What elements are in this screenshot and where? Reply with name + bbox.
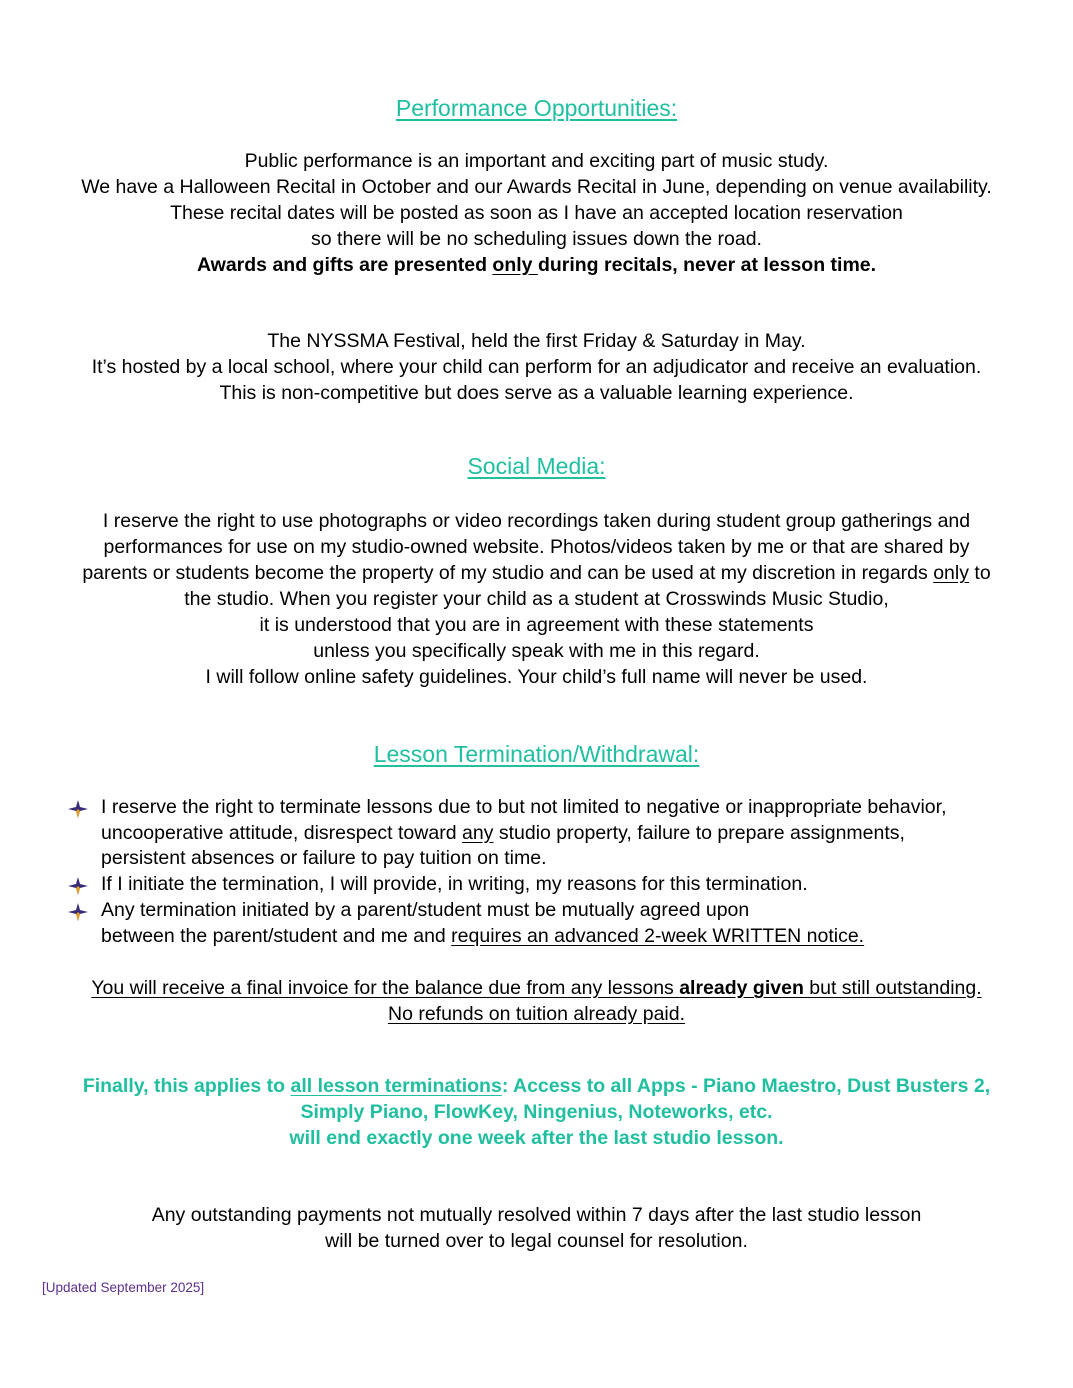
nyssma-paragraph bbox=[20, 328, 1053, 406]
social-text: parents or students become the property of my studio and can be used at my discretion in regards bbox=[82, 562, 934, 584]
performance-line: These recital dates will be posted as soon as I have an accepted location reservation bbox=[170, 202, 903, 224]
bullet-text-part: between the parent/student and me and bbox=[101, 924, 452, 947]
performance-paragraph bbox=[20, 148, 1053, 278]
apps-text: Finally, this applies to bbox=[82, 1075, 291, 1097]
performance-line: We have a Halloween Recital in October and our Awards Recital in June, depending on venue availability. bbox=[81, 176, 992, 198]
list-item bbox=[68, 898, 1048, 949]
bullet-text: I reserve the right to terminate lessons due to but not limited to negative or inappropriate behavior, bbox=[101, 796, 947, 818]
apps-line: Simply Piano, FlowKey, Ningenius, Noteworks, etc. bbox=[300, 1101, 773, 1123]
social-line bbox=[20, 560, 1053, 586]
termination-heading: Lesson Termination/Withdrawal: bbox=[373, 741, 700, 767]
four-point-star-bullet-icon bbox=[68, 800, 88, 818]
apps-line: will end exactly one week after the last studio lesson. bbox=[289, 1127, 784, 1149]
social-line: I reserve the right to use photographs or video recordings taken during student group gatherings and bbox=[102, 510, 971, 532]
apps-access-paragraph bbox=[20, 1073, 1053, 1151]
social-line: the studio. When you register your child as a student at Crosswinds Music Studio, bbox=[184, 588, 889, 610]
performance-line: Public performance is an important and exciting part of music study. bbox=[244, 150, 829, 172]
outstanding-line: Any outstanding payments not mutually resolved within 7 days after the last studio lesson bbox=[151, 1204, 922, 1226]
awards-text: during recitals, never at lesson time. bbox=[537, 254, 877, 276]
no-refunds-line: No refunds on tuition already paid. bbox=[387, 1003, 686, 1025]
list-item bbox=[68, 872, 1048, 898]
bullet-text bbox=[101, 821, 1048, 847]
bullet-text-part: studio property, failure to prepare assignments, bbox=[493, 821, 905, 844]
bullet-text: Any termination initiated by a parent/student must be mutually agreed upon bbox=[101, 898, 750, 921]
social-media-heading: Social Media: bbox=[467, 453, 606, 479]
nyssma-line: The NYSSMA Festival, held the first Friday & Saturday in May. bbox=[267, 330, 806, 352]
outstanding-payments-paragraph bbox=[20, 1202, 1053, 1254]
nyssma-line: It’s hosted by a local school, where your child can perform for an adjudicator and receive an evaluation. bbox=[91, 356, 982, 378]
written-notice-emphasis: requires an advanced 2-week WRITTEN notice. bbox=[451, 924, 865, 947]
invoice-text: but still outstanding. bbox=[803, 977, 982, 999]
all-terminations-emphasis: all lesson terminations bbox=[290, 1075, 502, 1097]
performance-heading: Performance Opportunities: bbox=[395, 95, 678, 121]
bullet-text-part: uncooperative attitude, disrespect toward bbox=[101, 821, 462, 844]
invoice-line bbox=[20, 975, 1053, 1001]
outstanding-line: will be turned over to legal counsel for resolution. bbox=[325, 1230, 748, 1252]
bullet-text: persistent absences or failure to pay tuition on time. bbox=[101, 847, 547, 870]
bullet-text: If I initiate the termination, I will provide, in writing, my reasons for this termination. bbox=[101, 873, 808, 896]
four-point-star-bullet-icon bbox=[68, 903, 88, 921]
already-given-emphasis: already given bbox=[679, 977, 804, 999]
list-item bbox=[68, 795, 1048, 872]
bullet-text bbox=[101, 924, 1048, 950]
awards-only-emphasis: only bbox=[492, 254, 538, 276]
nyssma-line: This is non-competitive but does serve as a valuable learning experience. bbox=[219, 382, 854, 404]
any-emphasis: any bbox=[461, 821, 494, 844]
performance-line: so there will be no scheduling issues down the road. bbox=[311, 228, 762, 250]
invoice-text: You will receive a final invoice for the balance due from any lessons bbox=[91, 977, 680, 999]
apps-line bbox=[20, 1073, 1053, 1099]
social-media-paragraph bbox=[20, 508, 1053, 690]
social-line: I will follow online safety guidelines. Your child’s full name will never be used. bbox=[205, 666, 868, 688]
awards-text: Awards and gifts are presented bbox=[196, 254, 493, 276]
updated-footnote: [Updated September 2025] bbox=[42, 1280, 205, 1295]
apps-text: : Access to all Apps - Piano Maestro, Dust Busters 2, bbox=[501, 1075, 991, 1097]
termination-bullet-list bbox=[68, 795, 1048, 949]
social-line: unless you specifically speak with me in this regard. bbox=[313, 640, 760, 662]
social-only-emphasis: only bbox=[933, 562, 969, 584]
social-line: it is understood that you are in agreement with these statements bbox=[259, 614, 814, 636]
social-text: to bbox=[968, 562, 991, 584]
social-line: performances for use on my studio-owned website. Photos/videos taken by me or that are shared by bbox=[103, 536, 970, 558]
four-point-star-bullet-icon bbox=[68, 877, 88, 895]
awards-line bbox=[20, 252, 1053, 278]
invoice-paragraph bbox=[20, 975, 1053, 1027]
